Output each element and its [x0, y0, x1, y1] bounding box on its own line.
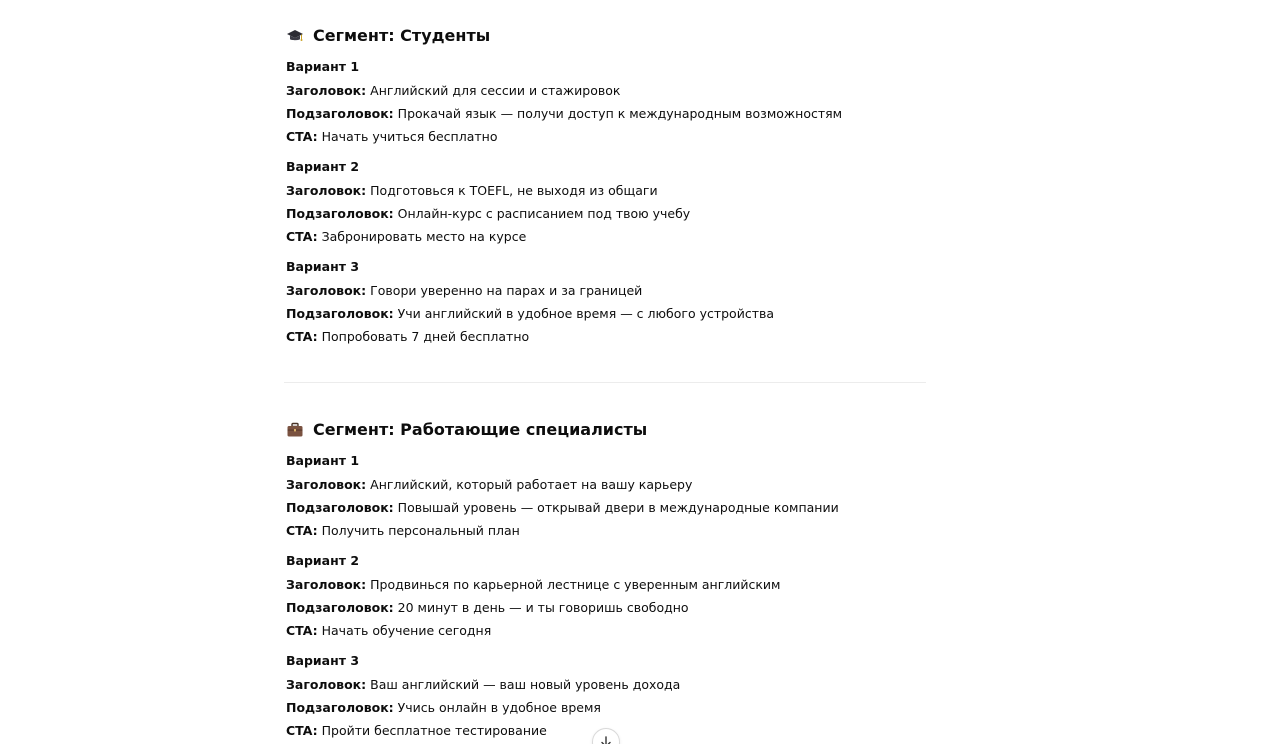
segment-title-text: Сегмент: Студенты [313, 26, 491, 45]
subheadline-line [286, 499, 839, 517]
cta-label: CTA: [286, 723, 318, 738]
segment-title [286, 25, 490, 47]
cta-text: Пройти бесплатное тестирование [321, 723, 547, 738]
subheadline-label: Подзаголовок: [286, 700, 394, 715]
subheadline-line [286, 305, 774, 323]
subheadline-text: Учись онлайн в удобное время [397, 700, 601, 715]
headline-line [286, 676, 680, 694]
segment-title-text: Сегмент: Работающие специалисты [313, 420, 648, 439]
headline-line [286, 476, 839, 494]
segment-professionals-variant-1 [286, 452, 839, 540]
arrow-down-icon [599, 735, 613, 744]
variant-title: Вариант 2 [286, 553, 360, 568]
headline-text: Подготовься к TOEFL, не выходя из общаги [370, 183, 658, 198]
cta-label: CTA: [286, 523, 318, 538]
subheadline-label: Подзаголовок: [286, 206, 394, 221]
subheadline-text: Прокачай язык — получи доступ к международным возможностям [397, 106, 843, 121]
headline-label: Заголовок: [286, 183, 367, 198]
graduation-cap-icon [286, 27, 304, 45]
cta-text: Начать обучение сегодня [321, 623, 492, 638]
variant-title: Вариант 1 [286, 59, 360, 74]
section-divider [284, 382, 926, 383]
segment-students [286, 25, 490, 47]
segment-professionals-variant-3 [286, 652, 680, 740]
cta-label: CTA: [286, 329, 318, 344]
cta-line [286, 328, 774, 346]
cta-line [286, 228, 690, 246]
subheadline-text: Учи английский в удобное время — с любого устройства [397, 306, 775, 321]
cta-text: Получить персональный план [321, 523, 520, 538]
subheadline-line [286, 599, 780, 617]
cta-label: CTA: [286, 623, 318, 638]
segment-title [286, 419, 647, 441]
headline-text: Английский, который работает на вашу карьеру [370, 477, 693, 492]
headline-line [286, 82, 842, 100]
headline-label: Заголовок: [286, 577, 367, 592]
headline-text: Ваш английский — ваш новый уровень дохода [370, 677, 681, 692]
subheadline-label: Подзаголовок: [286, 600, 394, 615]
cta-label: CTA: [286, 129, 318, 144]
headline-line [286, 576, 780, 594]
headline-text: Английский для сессии и стажировок [370, 83, 621, 98]
subheadline-text: 20 минут в день — и ты говоришь свободно [397, 600, 689, 615]
variant-title: Вариант 3 [286, 259, 360, 274]
subheadline-label: Подзаголовок: [286, 306, 394, 321]
segment-professionals-variant-2 [286, 552, 780, 640]
variant-title: Вариант 3 [286, 653, 360, 668]
cta-text: Попробовать 7 дней бесплатно [321, 329, 530, 344]
subheadline-label: Подзаголовок: [286, 500, 394, 515]
headline-text: Продвинься по карьерной лестнице с уверенным английским [370, 577, 781, 592]
subheadline-text: Повышай уровень — открывай двери в международные компании [397, 500, 839, 515]
subheadline-text: Онлайн-курс с расписанием под твою учебу [397, 206, 691, 221]
headline-label: Заголовок: [286, 677, 367, 692]
subheadline-line [286, 105, 842, 123]
subheadline-line [286, 205, 690, 223]
cta-line [286, 522, 839, 540]
cta-line [286, 722, 680, 740]
cta-text: Начать учиться бесплатно [321, 129, 498, 144]
cta-line [286, 128, 842, 146]
headline-text: Говори уверенно на парах и за границей [370, 283, 643, 298]
briefcase-icon [286, 421, 304, 439]
headline-label: Заголовок: [286, 83, 367, 98]
subheadline-line [286, 699, 680, 717]
segment-professionals [286, 419, 647, 441]
variant-title: Вариант 1 [286, 453, 360, 468]
subheadline-label: Подзаголовок: [286, 106, 394, 121]
cta-line [286, 622, 780, 640]
variant-title: Вариант 2 [286, 159, 360, 174]
segment-students-variant-1 [286, 58, 842, 146]
headline-line [286, 182, 690, 200]
cta-text: Забронировать место на курсе [321, 229, 527, 244]
segment-students-variant-2 [286, 158, 690, 246]
cta-label: CTA: [286, 229, 318, 244]
segment-students-variant-3 [286, 258, 774, 346]
headline-line [286, 282, 774, 300]
headline-label: Заголовок: [286, 283, 367, 298]
headline-label: Заголовок: [286, 477, 367, 492]
